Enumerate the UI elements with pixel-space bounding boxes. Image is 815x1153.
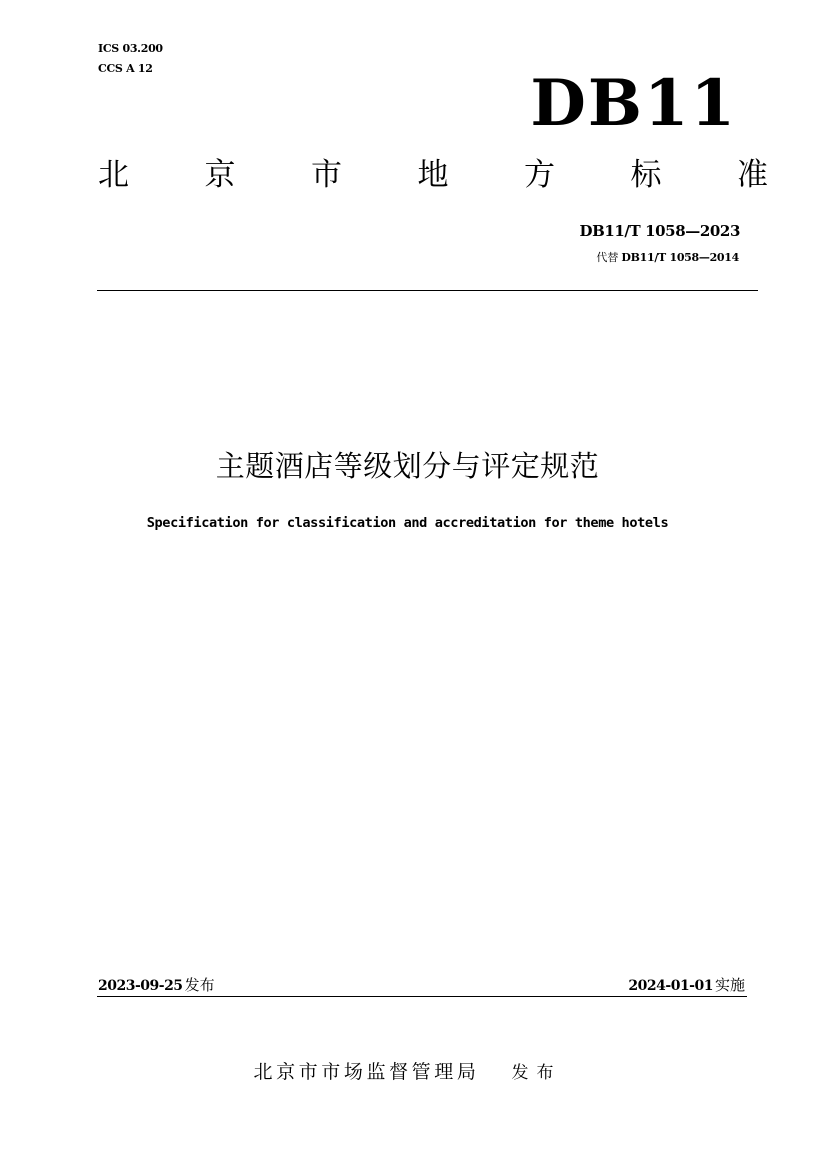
title-char: 标 [630, 157, 662, 193]
document-title-cn: 主题酒店等级划分与评定规范 [215, 449, 600, 483]
issue-label: 发布 [184, 976, 215, 994]
title-char: 地 [417, 157, 449, 193]
issue-date-line [98, 974, 215, 995]
top-divider [97, 290, 758, 291]
ics-code: ICS 03.200 [98, 42, 163, 55]
replaces-label: 代替 [596, 251, 619, 264]
authority-name: 北京市市场监督管理局 [253, 1061, 480, 1083]
title-char: 准 [737, 157, 768, 193]
issue-date: 2023-09-25 [98, 978, 183, 994]
standard-number: DB11/T 1058—2023 [579, 222, 740, 240]
replaces-line [596, 249, 739, 265]
standard-type-title [98, 157, 768, 194]
implementation-label: 实施 [714, 976, 745, 994]
title-char: 京 [204, 157, 236, 193]
standard-logo: DB11 [530, 66, 737, 141]
replaces-number: DB11/T 1058—2014 [621, 251, 739, 264]
document-title-en: Specification for classification and accreditation for theme hotels [146, 515, 669, 531]
issuing-authority [0, 1057, 815, 1084]
implementation-date: 2024-01-01 [628, 978, 713, 994]
authority-action: 发布 [511, 1063, 562, 1083]
ccs-code: CCS A 12 [98, 62, 153, 75]
implementation-date-line [628, 974, 745, 995]
title-char: 市 [311, 157, 342, 193]
title-char: 北 [98, 157, 129, 193]
bottom-divider [97, 996, 747, 997]
title-char: 方 [524, 157, 555, 193]
